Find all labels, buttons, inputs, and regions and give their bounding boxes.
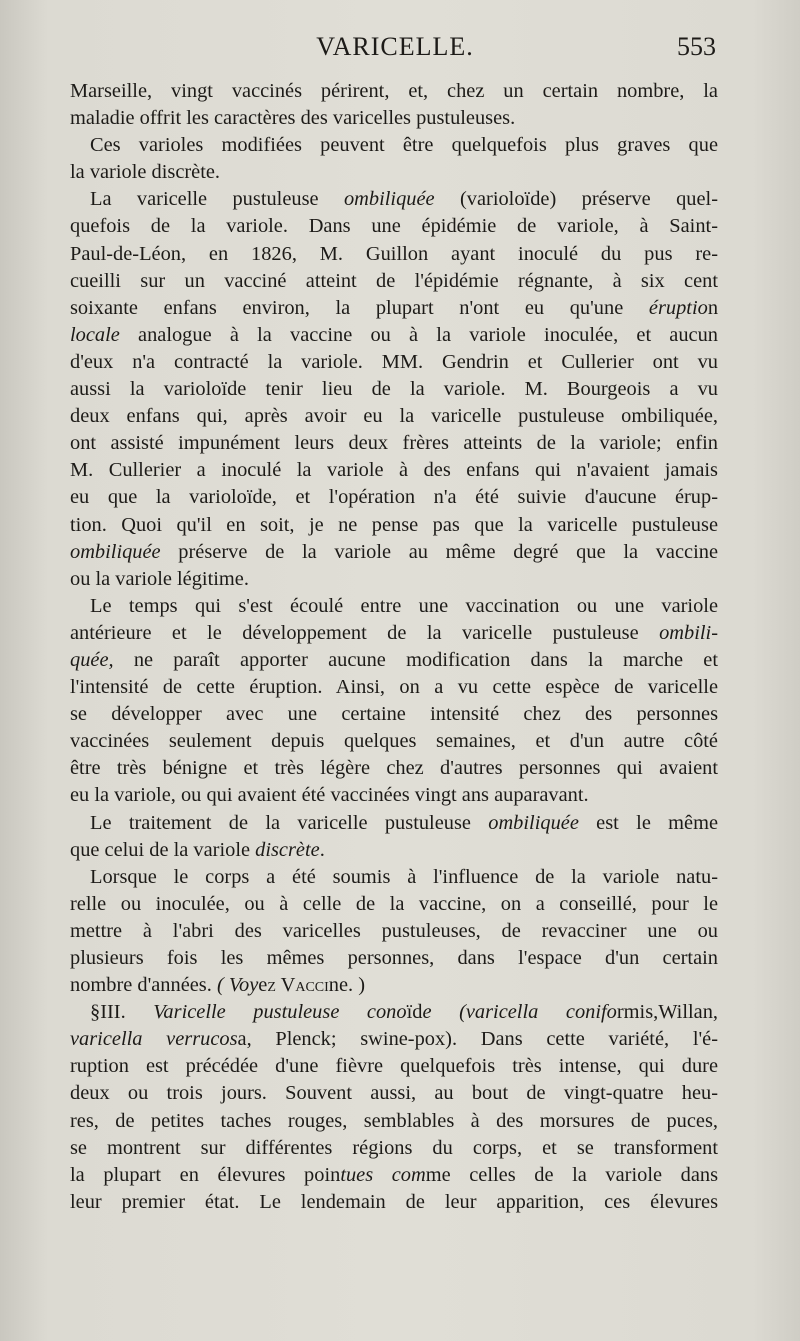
text-line: nombre d'années. ( Voyez Vaccine. ) bbox=[70, 974, 366, 997]
italic-text: tues com bbox=[340, 1163, 426, 1186]
text-line: ruption est précédée d'une fièvre quelquefois très intense, qui dure bbox=[70, 1055, 718, 1078]
text-line: maladie offrit les caractères des varicelles pustuleuses. bbox=[70, 107, 516, 130]
text-line: eu que la varioloïde, et l'opération n'a été suivie d'aucune érup- bbox=[70, 486, 718, 509]
small-caps-text: z Vacci bbox=[267, 974, 329, 997]
text-line: être très bénigne et très légère chez d'autres personnes qui avaient bbox=[70, 757, 718, 780]
text-line: eu la variole, ou qui avaient été vaccinées vingt ans auparavant. bbox=[70, 784, 589, 807]
italic-text: éruptio bbox=[623, 296, 708, 319]
paragraph-traitement bbox=[70, 810, 718, 864]
text-line: leur premier état. Le lendemain de leur apparition, ces élevures bbox=[70, 1190, 718, 1213]
text-line: se montrent sur différentes régions du corps, et se transforment bbox=[70, 1136, 718, 1159]
text-line: §III. Varicelle pustuleuse conoïde (varicella coniformis,Willan, bbox=[90, 1001, 718, 1024]
text-line: Le temps qui s'est écoulé entre une vaccination ou une variole bbox=[90, 594, 718, 617]
paragraph-modified-varioles bbox=[70, 132, 718, 186]
text-line: antérieure et le développement de la varicelle pustuleuse ombili- bbox=[70, 621, 718, 644]
body-text bbox=[70, 78, 718, 1216]
paragraph-temps bbox=[70, 593, 718, 810]
text-line: quée, ne paraît apporter aucune modification dans la marche et bbox=[70, 648, 718, 671]
paragraph-continuation bbox=[70, 78, 718, 132]
running-title: VARICELLE. bbox=[316, 32, 474, 61]
italic-text: varicella verrucos bbox=[70, 1028, 238, 1051]
text-line: tion. Quoi qu'il en soit, je ne pense pas que la varicelle pustuleuse bbox=[70, 513, 718, 536]
text-line: Ces varioles modifiées peuvent être quelquefois plus graves que bbox=[90, 134, 718, 157]
text-line: cueilli sur un vacciné atteint de l'épidémie régnante, à six cent bbox=[70, 269, 718, 292]
text-line: Paul-de-Léon, en 1826, M. Guillon ayant inoculé du pus re- bbox=[70, 242, 718, 265]
text-line: deux enfans qui, après avoir eu la varicelle pustuleuse ombiliquée, bbox=[70, 405, 718, 428]
text-line: ou la variole légitime. bbox=[70, 567, 249, 590]
italic-text: e (varicella conifo bbox=[422, 1001, 617, 1024]
italic-text: quée, bbox=[70, 648, 114, 671]
text-line: soixante enfans environ, la plupart n'ont eu qu'une éruption bbox=[70, 296, 719, 319]
text-line: la plupart en élevures pointues comme celles de la variole dans bbox=[70, 1163, 719, 1186]
italic-text: locale bbox=[70, 323, 120, 346]
italic-text: ombiliquée bbox=[70, 540, 161, 563]
italic-text: ombiliquée bbox=[343, 188, 435, 211]
text-line: deux ou trois jours. Souvent aussi, au bout de vingt-quatre heu- bbox=[70, 1082, 718, 1105]
text-line: varicella verrucosa, Plenck; swine-pox). Dans cette variété, l'é- bbox=[70, 1028, 718, 1051]
text-line: mettre à l'abri des varicelles pustuleuses, de revacciner une ou bbox=[70, 919, 718, 942]
italic-text: Varicelle pustuleuse cono bbox=[125, 1001, 407, 1024]
text-line: d'eux n'a contracté la variole. MM. Gendrin et Cullerier ont vu bbox=[70, 350, 718, 373]
text-line: res, de petites taches rouges, semblables à des morsures de puces, bbox=[70, 1109, 718, 1132]
paragraph-section-iii bbox=[70, 999, 718, 1216]
text-line: plusieurs fois les mêmes personnes, dans l'espace d'un certain bbox=[70, 947, 718, 969]
text-line: que celui de la variole discrète. bbox=[70, 838, 325, 861]
italic-text: ombili- bbox=[659, 621, 718, 644]
italic-text: discrète bbox=[250, 838, 320, 861]
page-header bbox=[70, 32, 720, 68]
text-line: l'intensité de cette éruption. Ainsi, on a vu cette espèce de varicelle bbox=[70, 676, 718, 699]
paragraph-ombiliquee bbox=[70, 186, 718, 592]
text-line: ombiliquée préserve de la variole au même degré que la vaccine bbox=[70, 540, 718, 563]
text-line: se développer avec une certaine intensité chez des personnes bbox=[70, 703, 718, 726]
text-line: quefois de la variole. Dans une épidémie de variole, à Saint- bbox=[70, 215, 718, 238]
text-line: La varicelle pustuleuse ombiliquée (varioloïde) préserve quel- bbox=[90, 188, 718, 211]
text-line: M. Cullerier a inoculé la variole à des enfans qui n'avaient jamais bbox=[70, 459, 718, 482]
page-number: 553 bbox=[677, 32, 716, 61]
text-line: vaccinées seulement depuis quelques semaines, et d'un autre côté bbox=[70, 730, 718, 753]
text-line: aussi la varioloïde tenir lieu de la variole. M. Bourgeois a vu bbox=[70, 378, 718, 401]
text-line: Marseille, vingt vaccinés périrent, et, chez un certain nombre, la bbox=[70, 80, 718, 102]
text-line: Lorsque le corps a été soumis à l'influence de la variole natu- bbox=[90, 865, 718, 888]
paragraph-revacciner bbox=[70, 864, 718, 999]
text-line: Le traitement de la varicelle pustuleuse ombiliquée est le même bbox=[90, 811, 718, 834]
text-line: locale analogue à la vaccine ou à la variole inoculée, et aucun bbox=[70, 323, 718, 346]
italic-text: ( Voy bbox=[216, 974, 259, 997]
text-line: ont assisté impunément leurs deux frères atteints de la variole; enfin bbox=[70, 432, 718, 455]
text-line: la variole discrète. bbox=[70, 161, 221, 184]
text-line: relle ou inoculée, ou à celle de la vaccine, on a conseillé, pour le bbox=[70, 892, 718, 915]
italic-text: ombiliquée bbox=[488, 811, 579, 834]
